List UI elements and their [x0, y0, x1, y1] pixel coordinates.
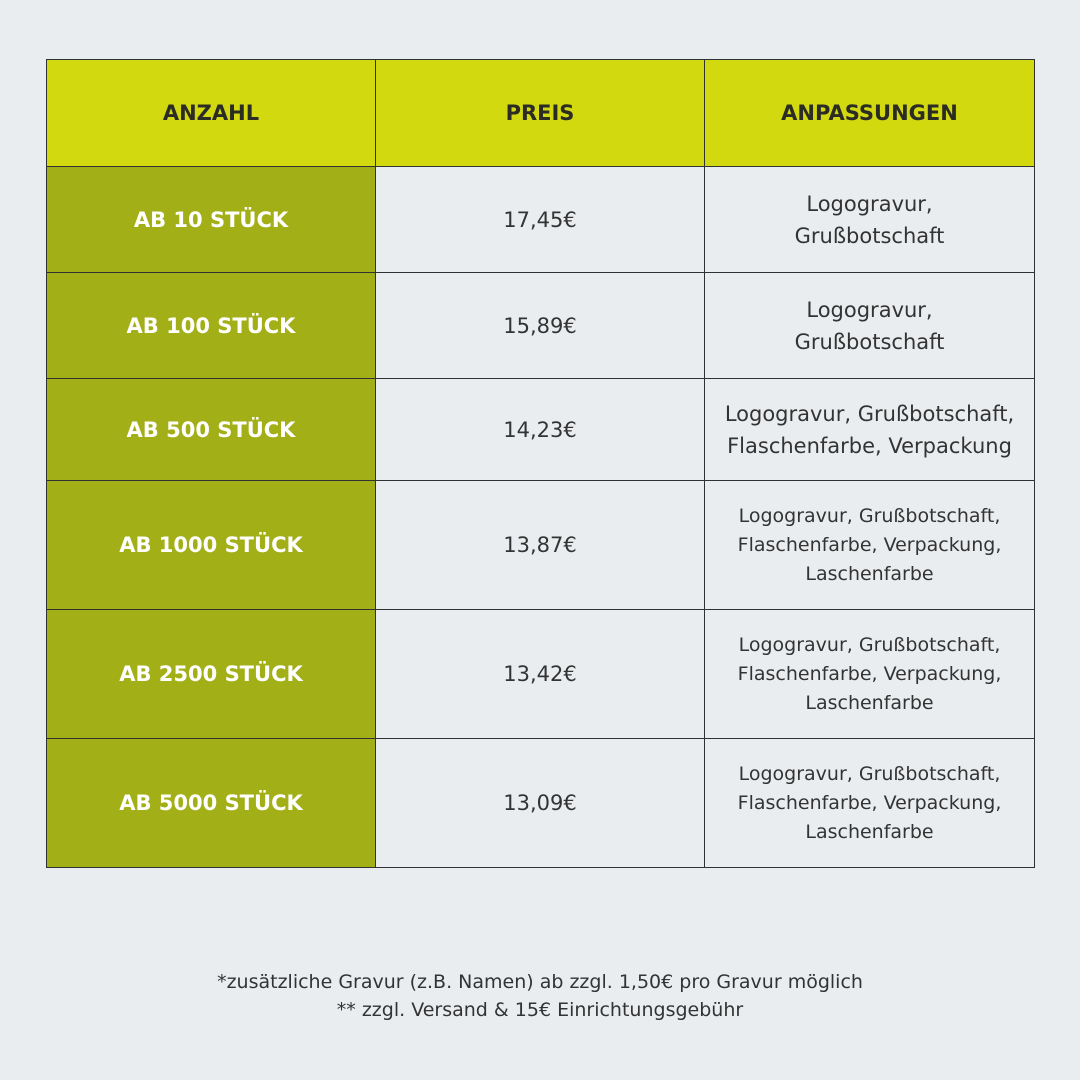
table-row — [47, 167, 1035, 273]
table-row — [47, 739, 1035, 868]
table-header-row — [47, 60, 1035, 167]
customizations-cell — [705, 481, 1035, 610]
customizations-line: Grußbotschaft — [794, 223, 945, 248]
quantity-cell: AB 1000 STÜCK — [47, 481, 376, 610]
quantity-cell: AB 10 STÜCK — [47, 167, 376, 273]
pricing-table — [46, 59, 1035, 868]
customizations-line: Logogravur, Grußbotschaft, — [738, 504, 1001, 527]
price-cell: 13,87€ — [376, 481, 705, 610]
quantity-cell: AB 100 STÜCK — [47, 273, 376, 379]
footnote-shipping: ** zzgl. Versand & 15€ Einrichtungsgebühr — [336, 999, 744, 1021]
customizations-line: Flaschenfarbe, Verpackung — [727, 433, 1012, 458]
customizations-cell — [705, 379, 1035, 481]
customizations-line: Logogravur, Grußbotschaft, — [738, 633, 1001, 656]
price-cell: 14,23€ — [376, 379, 705, 481]
customizations-line: Flaschenfarbe, Verpackung, — [737, 791, 1002, 814]
table-row — [47, 610, 1035, 739]
customizations-line: Logogravur, Grußbotschaft, — [738, 762, 1001, 785]
customizations-cell — [705, 739, 1035, 868]
quantity-cell: AB 2500 STÜCK — [47, 610, 376, 739]
customizations-cell — [705, 610, 1035, 739]
customizations-cell — [705, 167, 1035, 273]
table-row — [47, 273, 1035, 379]
customizations-line: Logogravur, Grußbotschaft, — [724, 401, 1015, 426]
price-cell: 15,89€ — [376, 273, 705, 379]
table-row — [47, 379, 1035, 481]
quantity-cell: AB 5000 STÜCK — [47, 739, 376, 868]
header-quantity: ANZAHL — [47, 60, 376, 167]
customizations-line: Laschenfarbe — [805, 691, 934, 714]
table-row — [47, 481, 1035, 610]
customizations-line: Logogravur, — [806, 191, 933, 216]
header-price: PREIS — [376, 60, 705, 167]
footnotes — [0, 968, 1080, 1024]
header-customizations: ANPASSUNGEN — [705, 60, 1035, 167]
customizations-line: Laschenfarbe — [805, 562, 934, 585]
customizations-line: Grußbotschaft — [794, 329, 945, 354]
footnote-engraving: *zusätzliche Gravur (z.B. Namen) ab zzgl. 1,50€ pro Gravur möglich — [217, 971, 863, 993]
quantity-cell: AB 500 STÜCK — [47, 379, 376, 481]
price-cell: 17,45€ — [376, 167, 705, 273]
customizations-line: Flaschenfarbe, Verpackung, — [737, 662, 1002, 685]
price-cell: 13,42€ — [376, 610, 705, 739]
customizations-cell — [705, 273, 1035, 379]
customizations-line: Flaschenfarbe, Verpackung, — [737, 533, 1002, 556]
customizations-line: Laschenfarbe — [805, 820, 934, 843]
price-cell: 13,09€ — [376, 739, 705, 868]
customizations-line: Logogravur, — [806, 297, 933, 322]
